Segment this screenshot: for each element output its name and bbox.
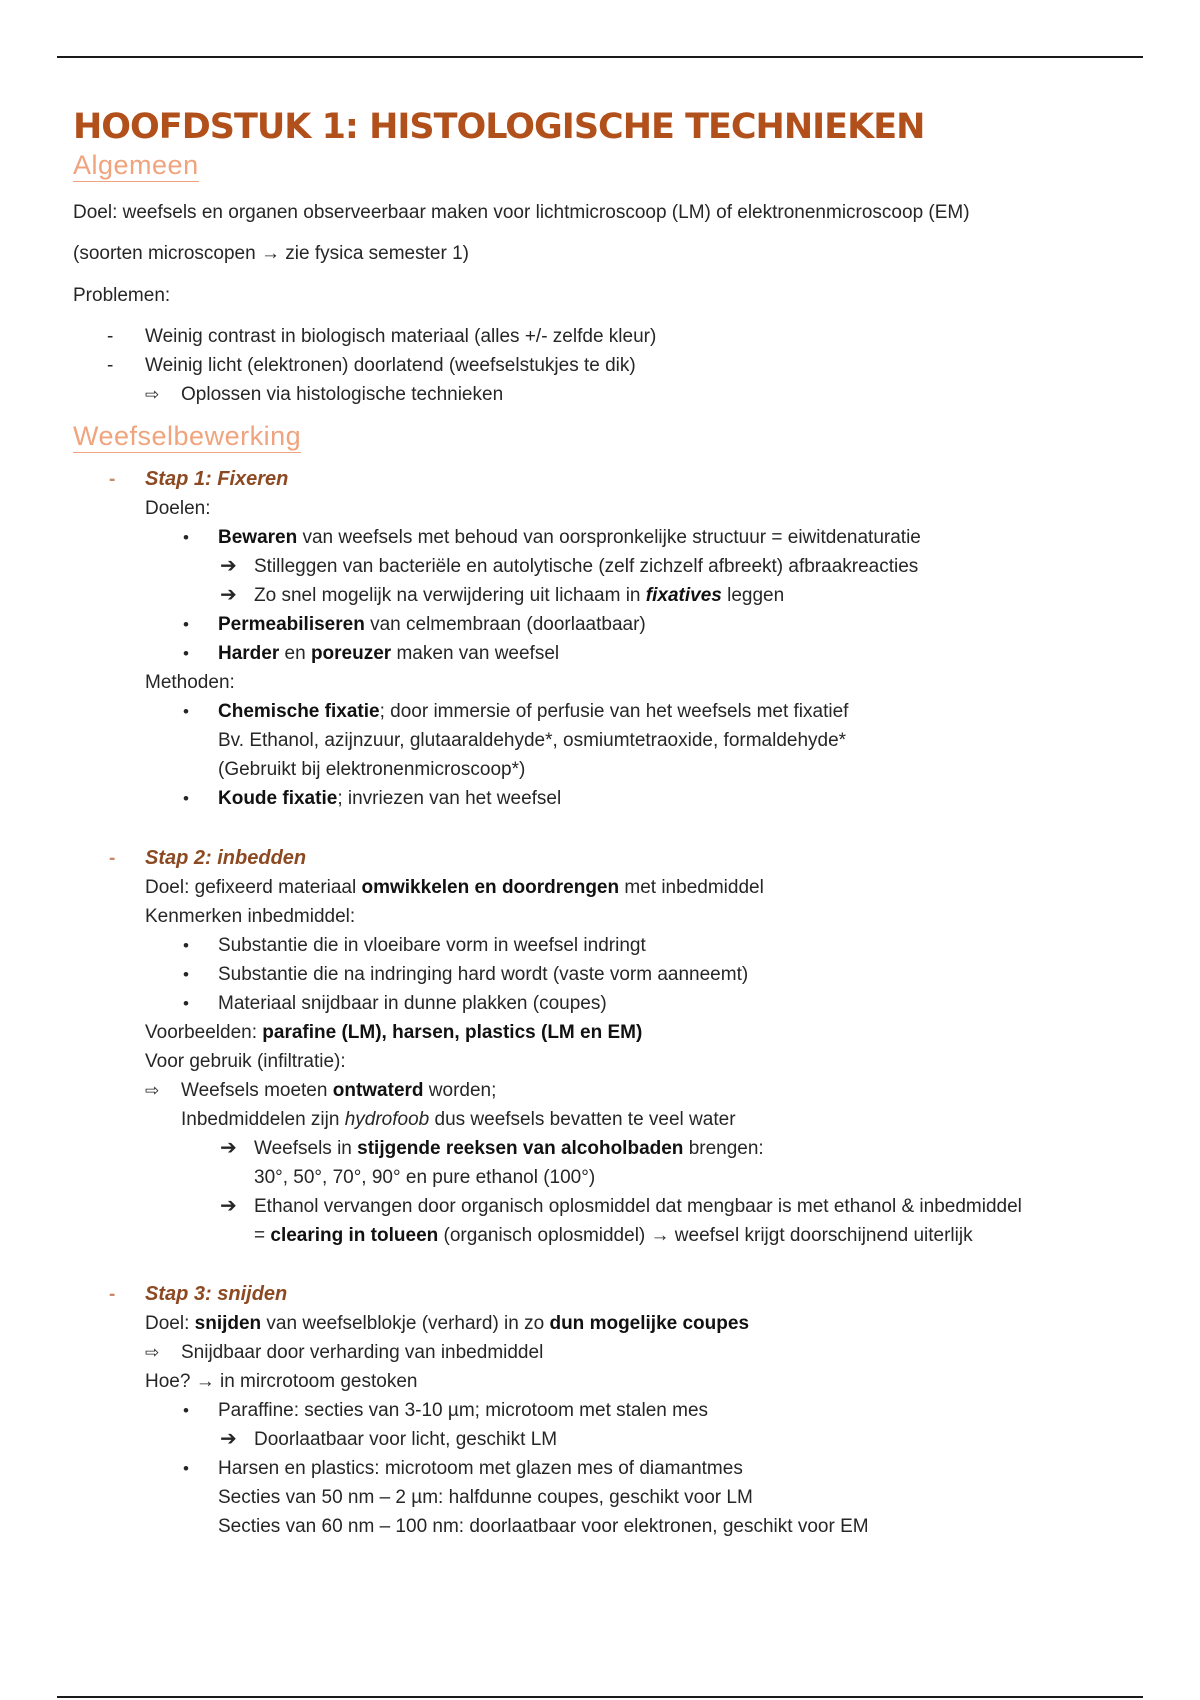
list-item: ⇨ Oplossen via histologische technieken xyxy=(73,380,1153,409)
list-item: ⇨ Snijdbaar door verharding van inbedmiddel xyxy=(73,1338,1153,1367)
list-item: • Harsen en plastics: microtoom met glazen mes of diamantmes xyxy=(73,1454,1153,1483)
dash-marker: - xyxy=(107,355,114,376)
list-item-continuation: Inbedmiddelen zijn hydrofoob dus weefsels bevatten te veel water xyxy=(181,1109,736,1130)
dash-marker: - xyxy=(109,469,116,490)
hollow-arrow-icon: ⇨ xyxy=(145,1343,160,1362)
bullet-icon: • xyxy=(183,936,189,955)
list-item: • Bewaren van weefsels met behoud van oorspronkelijke structuur = eiwitdenaturatie xyxy=(73,523,1153,552)
list-item-continuation: Bv. Ethanol, azijnzuur, glutaaraldehyde*, osmiumtetraoxide, formaldehyde* xyxy=(218,730,847,751)
bullet-icon: • xyxy=(183,1459,189,1478)
arrow-icon: ➔ xyxy=(220,1428,237,1450)
list-item-continuation: Secties van 50 nm – 2 µm: halfdunne coupes, geschikt voor LM xyxy=(218,1487,753,1508)
stap2-doel: Doel: gefixeerd materiaal omwikkelen en doordrengen met inbedmiddel xyxy=(145,877,764,898)
bullet-icon: • xyxy=(183,528,189,547)
step-2-title: Stap 2: inbedden xyxy=(145,847,307,869)
soorten-text: (soorten microscopen → zie fysica semester 1) xyxy=(73,243,469,264)
list-item: • Chemische fixatie; door immersie of perfusie van het weefsels met fixatief xyxy=(73,697,1153,726)
bullet-icon: • xyxy=(183,994,189,1013)
list-item-continuation: (Gebruikt bij elektronenmicroscoop*) xyxy=(218,759,526,780)
bullet-icon: • xyxy=(183,1401,189,1420)
document-page xyxy=(73,104,1153,1541)
kenmerken-label: Kenmerken inbedmiddel: xyxy=(145,906,356,927)
list-item: ➔ Stilleggen van bacteriële en autolytische (zelf zichzelf afbreekt) afbraakreacties xyxy=(73,552,1153,581)
step-2 xyxy=(73,844,1153,873)
list-item: ➔ Zo snel mogelijk na verwijdering uit lichaam in fixatives leggen xyxy=(73,581,1153,610)
list-item: • Paraffine: secties van 3-10 µm; microtoom met stalen mes xyxy=(73,1396,1153,1425)
list-item-continuation: Secties van 60 nm – 100 nm: doorlaatbaar voor elektronen, geschikt voor EM xyxy=(218,1516,869,1537)
list-item: - Weinig licht (elektronen) doorlatend (weefselstukjes te dik) xyxy=(73,351,1153,380)
list-item: ➔ Doorlaatbaar voor licht, geschikt LM xyxy=(73,1425,1153,1454)
hollow-arrow-icon: ⇨ xyxy=(145,385,160,404)
bullet-icon: • xyxy=(183,965,189,984)
bullet-icon: • xyxy=(183,615,189,634)
bullet-icon: • xyxy=(183,789,189,808)
doelen-label: Doelen: xyxy=(145,498,211,519)
stap3-doel: Doel: snijden van weefselblokje (verhard) in zo dun mogelijke coupes xyxy=(145,1313,750,1334)
list-item: • Permeabiliseren van celmembraan (doorlaatbaar) xyxy=(73,610,1153,639)
list-item: ➔ Weefsels in stijgende reeksen van alcoholbaden brengen: xyxy=(73,1134,1153,1163)
list-item: • Substantie die in vloeibare vorm in weefsel indringt xyxy=(73,931,1153,960)
arrow-icon: ➔ xyxy=(220,584,237,606)
step-3 xyxy=(73,1280,1153,1309)
voor-gebruik-label: Voor gebruik (infiltratie): xyxy=(145,1051,346,1072)
bullet-icon: • xyxy=(183,702,189,721)
hoe-text: Hoe? → in mircrotoom gestoken xyxy=(145,1371,418,1392)
heading-algemeen: Algemeen xyxy=(73,150,199,180)
dash-marker: - xyxy=(109,1284,116,1305)
list-item-continuation: 30°, 50°, 70°, 90° en pure ethanol (100°) xyxy=(254,1167,596,1188)
top-rule xyxy=(57,56,1143,58)
step-3-title: Stap 3: snijden xyxy=(145,1283,288,1305)
problemen-label: Problemen: xyxy=(73,285,171,306)
list-item: • Koude fixatie; invriezen van het weefsel xyxy=(73,784,1153,813)
heading-weefselbewerking: Weefselbewerking xyxy=(73,421,302,451)
list-item-continuation: = clearing in tolueen (organisch oplosmiddel) → weefsel krijgt doorschijnend uiterlijk xyxy=(254,1225,973,1246)
arrow-icon: ➔ xyxy=(220,555,237,577)
list-item: • Harder en poreuzer maken van weefsel xyxy=(73,639,1153,668)
list-item: • Materiaal snijdbaar in dunne plakken (coupes) xyxy=(73,989,1153,1018)
hollow-arrow-icon: ⇨ xyxy=(145,1081,160,1100)
bottom-rule xyxy=(57,1696,1143,1698)
page-title: HOOFDSTUK 1: HISTOLOGISCHE TECHNIEKEN xyxy=(73,107,925,147)
methoden-label: Methoden: xyxy=(145,672,235,693)
list-item: ⇨ Weefsels moeten ontwaterd worden; xyxy=(73,1076,1153,1105)
dash-marker: - xyxy=(109,848,116,869)
arrow-icon: ➔ xyxy=(220,1137,237,1159)
bullet-icon: • xyxy=(183,644,189,663)
list-item: - Weinig contrast in biologisch materiaal (alles +/- zelfde kleur) xyxy=(73,322,1153,351)
doel-text: Doel: weefsels en organen observeerbaar maken voor lichtmicroscoop (LM) of elektronenmicroscoop (EM) xyxy=(73,202,970,223)
step-1-title: Stap 1: Fixeren xyxy=(145,468,289,490)
arrow-icon: ➔ xyxy=(220,1195,237,1217)
list-item: ➔ Ethanol vervangen door organisch oplosmiddel dat mengbaar is met ethanol & inbedmiddel xyxy=(73,1192,1153,1221)
step-1 xyxy=(73,465,1153,494)
list-item: • Substantie die na indringing hard wordt (vaste vorm aanneemt) xyxy=(73,960,1153,989)
dash-marker: - xyxy=(107,326,114,347)
voorbeelden: Voorbeelden: parafine (LM), harsen, plastics (LM en EM) xyxy=(145,1022,643,1043)
